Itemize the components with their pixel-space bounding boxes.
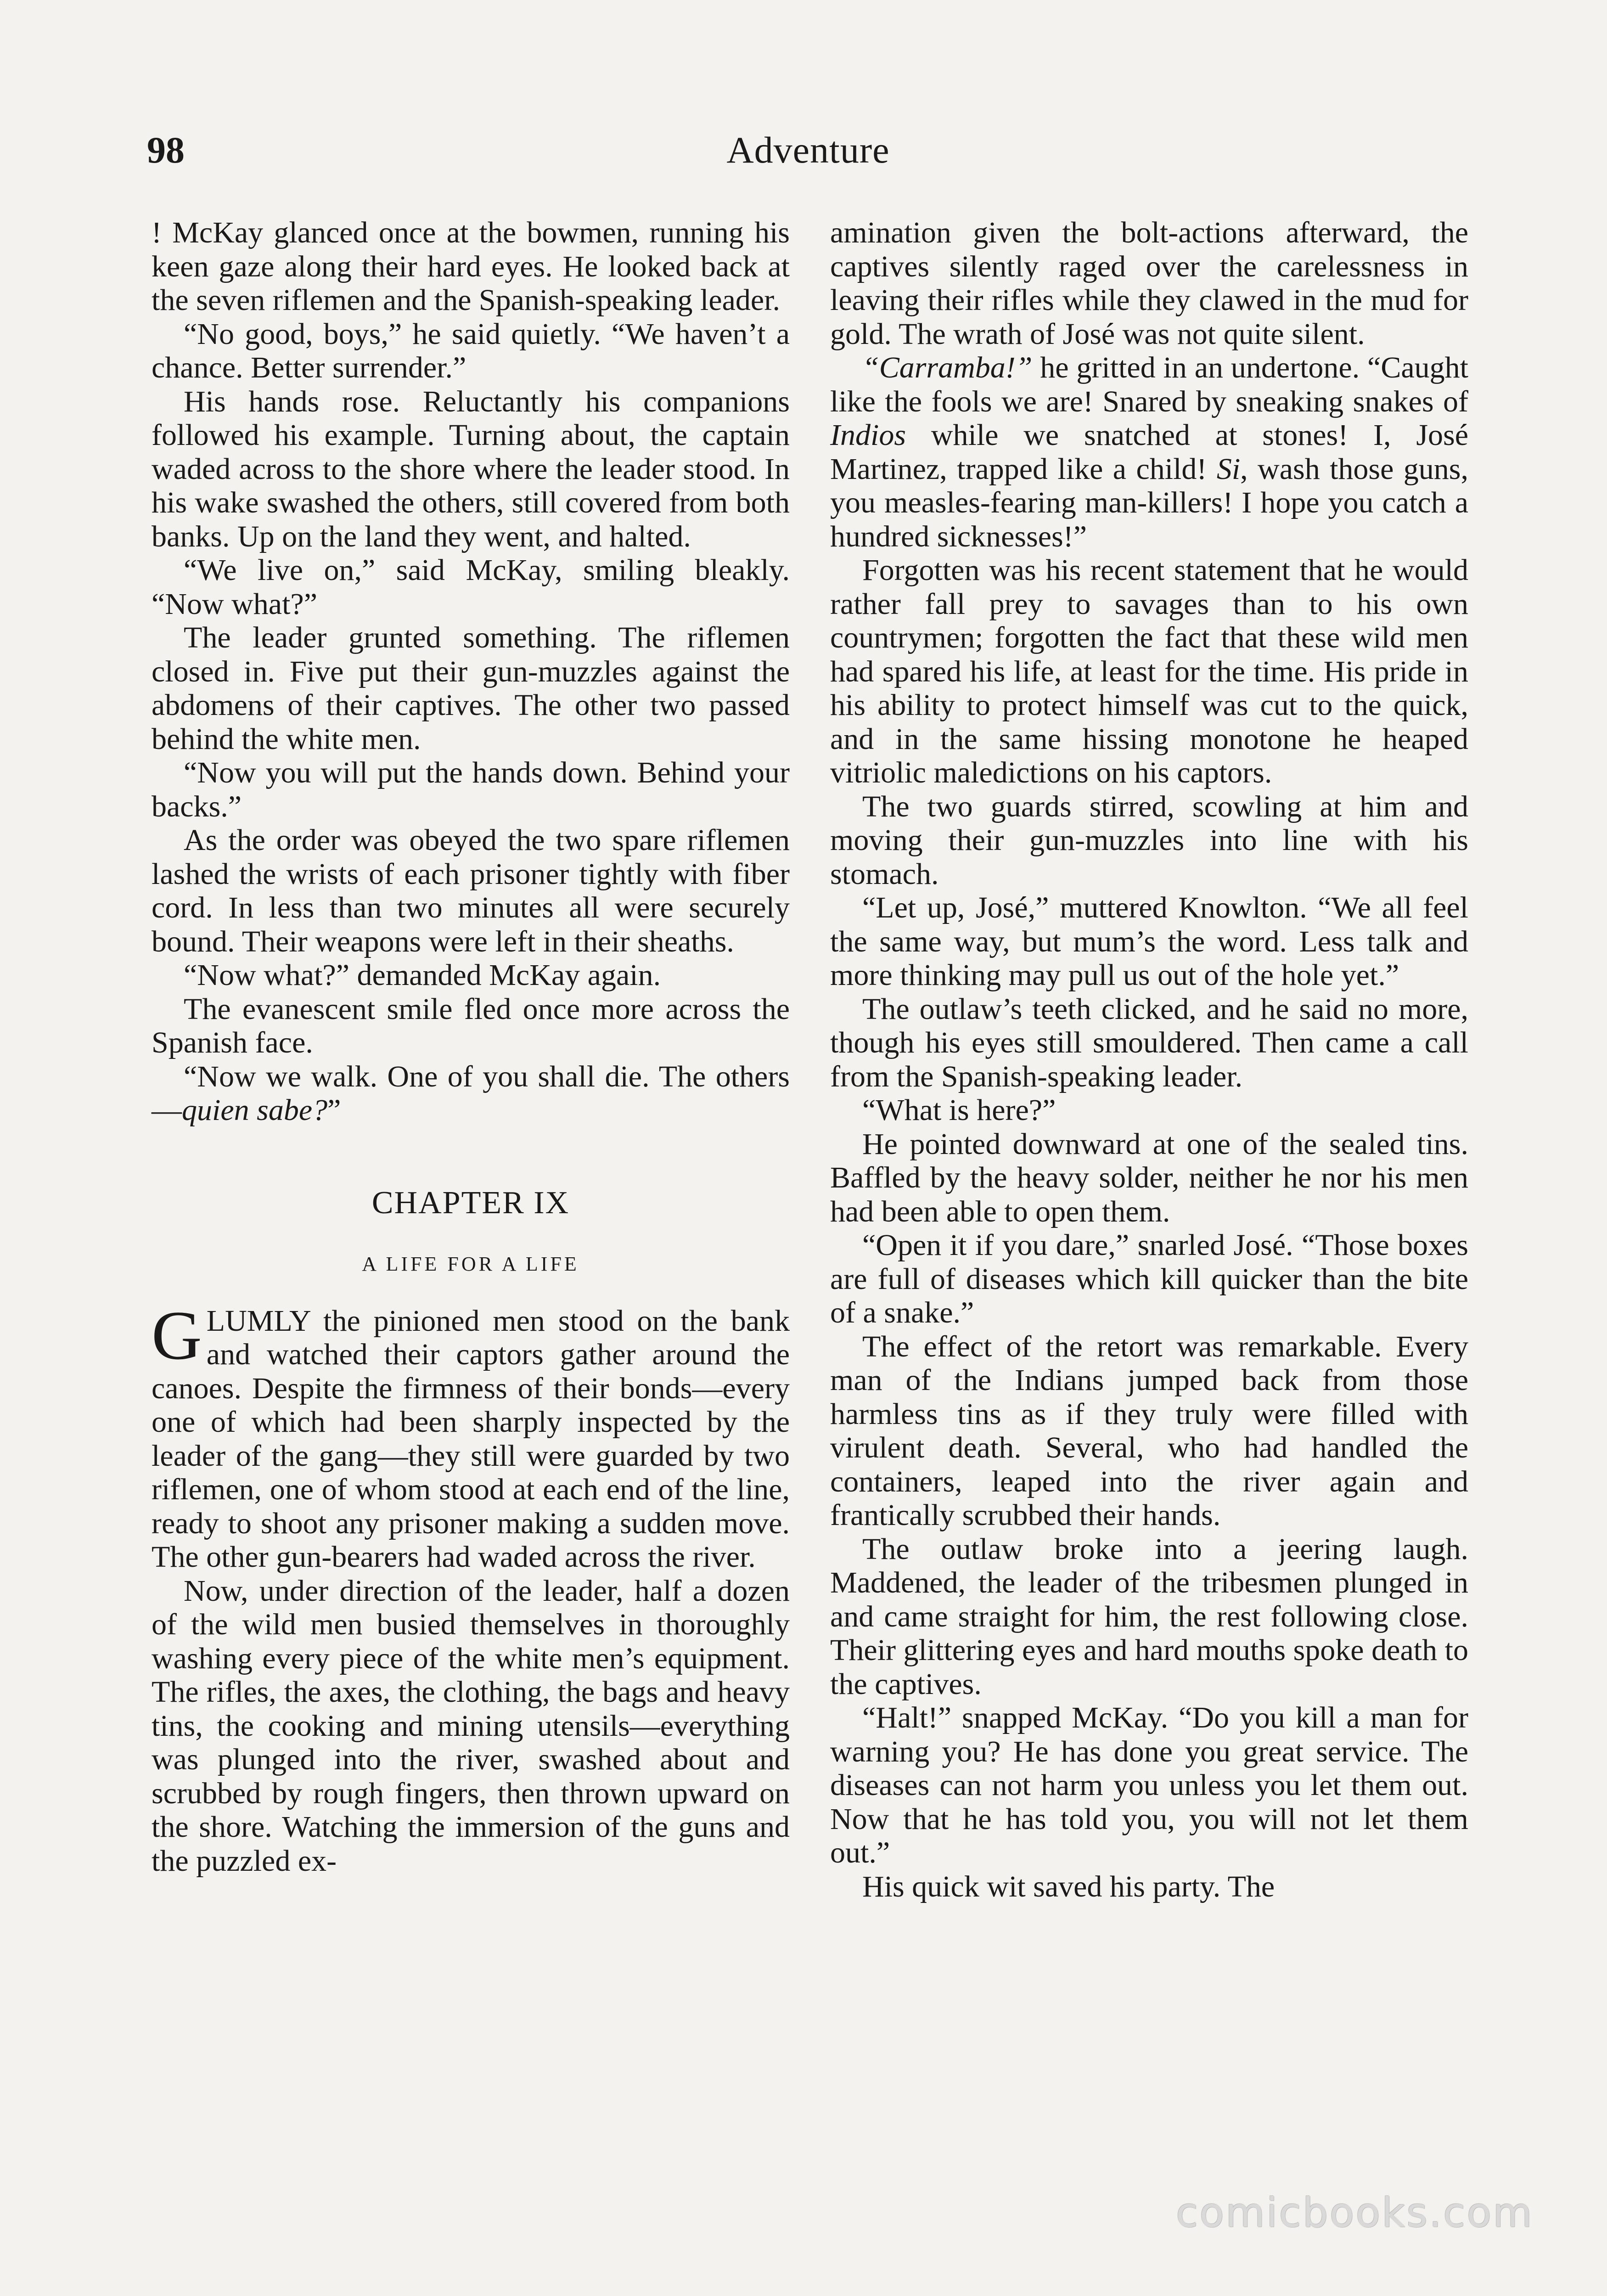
paragraph: amination given the bolt-actions afterward, the captives silently raged over the carelessness in leaving their rifles while they clawed in the mud for gold. The wrath of José was not quite silent. [830,216,1468,351]
text-run: while we snatched at stones! I, José Martinez, trapped like a child! [830,418,1468,486]
paragraph: “Let up, José,” muttered Knowlton. “We all feel the same way, but mum’s the word. Less talk and more thinking may pull us out of the hole yet.” [830,891,1468,992]
paragraph: The evanescent smile fled once more across the Spanish face. [152,992,790,1059]
paragraph: “Now you will put the hands down. Behind your backs.” [152,756,790,823]
paragraph: “Now what?” demanded McKay again. [184,958,661,992]
italic-phrase: Indios [830,418,906,452]
paragraph: ! McKay glanced once at the bowmen, running his keen gaze along their hard eyes. He looked back at the seven riflemen and the Spanish-speaking leader. [152,216,790,317]
paragraph: “We live on,” said McKay, smiling bleakly. “Now what?” [152,553,790,621]
paragraph: “What is here?” [862,1093,1056,1127]
chapter-heading: CHAPTER IX [371,1185,570,1221]
paragraph: His quick wit saved his party. The [862,1869,1275,1903]
paragraph: The effect of the retort was remarkable. Every man of the Indians jumped back from those harmless tins as if they truly were filled with virulent death. Several, who had handled the containers, leaped into the river again and frantically scrubbed their hands. [830,1329,1468,1532]
quote-close: ” [327,1093,341,1127]
paragraph: The leader grunted something. The riflemen closed in. Five put their gun-muzzles against the abdomens of their captives. The other two passed behind the white men. [152,621,790,756]
paragraph: The outlaw’s teeth clicked, and he said no more, though his eyes still smouldered. Then came a call from the Spanish-speaking leader. [830,992,1468,1093]
paragraph [152,1060,790,1127]
paragraph: His hands rose. Reluctantly his companions followed his example. Turning about, the captain waded across to the shore where the leader stood. In his wake swashed the others, still covered from both banks. Up on the land they went, and halted. [152,384,790,553]
page-number: 98 [147,129,185,171]
watermark: comicbooks.com [1175,2189,1534,2236]
paragraph: He pointed downward at one of the sealed tins. Baffled by the heavy solder, neither he nor his men had been able to open them. [830,1127,1468,1228]
quote-text: “Now we walk. One of you shall die. The others— [152,1059,790,1127]
paragraph: The outlaw broke into a jeering laugh. Maddened, the leader of the tribesmen plunged in and came straight for him, the rest following close. Their glittering eyes and hard mouths spoke death to the captives. [830,1532,1468,1701]
italic-phrase: Si [1216,452,1241,486]
left-column [152,216,790,1878]
italic-phrase: “Carramba!” [862,351,1033,384]
chapter-subtitle: A LIFE FOR A LIFE [362,1253,579,1275]
paragraph: “No good, boys,” he said quietly. “We haven’t a chance. Better surrender.” [152,317,790,384]
paragraph [830,351,1468,553]
italic-phrase: quien sabe? [182,1093,328,1127]
running-title: Adventure [726,129,890,171]
paragraph: “Open it if you dare,” snarled José. “Those boxes are full of diseases which kill quicker than the bite of a snake.” [830,1228,1468,1329]
text-run: he gritted in an undertone. “Caught like the fools we are! Snared by sneaking snakes of [830,351,1468,418]
paragraph: Forgotten was his recent statement that he would rather fall prey to savages than to his own countrymen; forgotten the fact that these wild men had spared his life, at least for the time. His pride in his ability to protect himself was cut to the quick, and in the same hissing monotone he heaped vitriolic maledictions on his captors. [830,553,1468,789]
drop-cap: G [152,1296,202,1374]
paragraph: “Halt!” snapped McKay. “Do you kill a man for warning you? He has done you great service. The diseases can not harm you unless you let them out. Now that he has told you, you will not let them out.” [830,1701,1468,1869]
paragraph: Now, under direction of the leader, half a dozen of the wild men busied themselves in thoroughly washing every piece of the white men’s equipment. The rifles, the axes, the clothing, the bags and heavy tins, the cooking and mining utensils—everything was plunged into the river, swashed about and scrubbed by rough fingers, then thrown upward on the shore. Watching the immersion of the guns and the puzzled ex- [152,1574,790,1878]
paragraph: As the order was obeyed the two spare riflemen lashed the wrists of each prisoner tightly with fiber cord. In less than two minutes all were securely bound. Their weapons were left in their sheaths. [152,823,790,958]
page-header [147,129,1469,193]
paragraph: The two guards stirred, scowling at him and moving their gun-muzzles into line with his stomach. [830,789,1468,891]
text-run: , wash those guns, you measles-fearing man-killers! I hope you catch a hundred sicknesses!” [830,452,1468,553]
opening-text: LUMLY the pinioned men stood on the bank and watched their captors gather around the canoes. Despite the firmness of their bonds—every one of which had been sharply inspected by the leader of the gang—they still were guarded by two riflemen, one of whom stood at each end of the line, ready to shoot any prisoner making a sudden move. The other gun-bearers had waded across the river. [152,1304,790,1574]
chapter-opening-paragraph [152,1296,790,1574]
right-column [830,216,1468,1903]
